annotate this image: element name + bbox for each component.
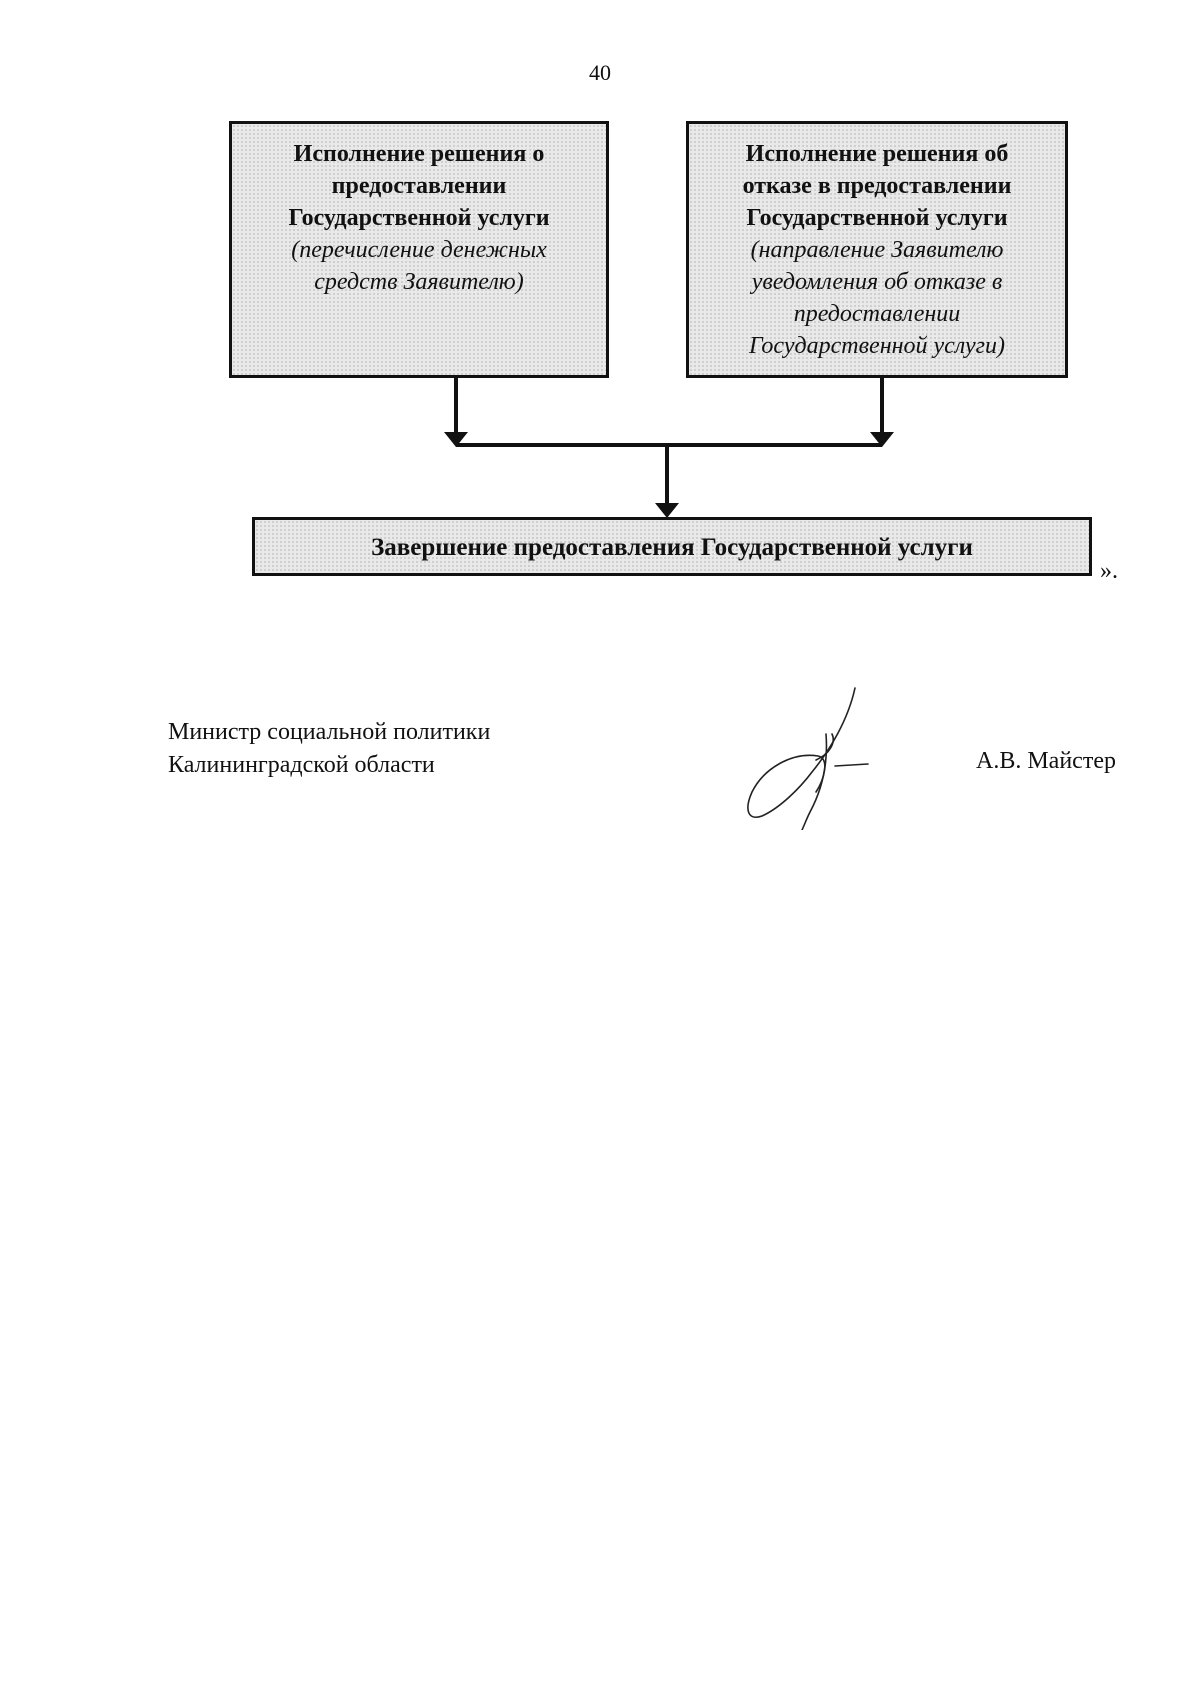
box-title-line: Государственной услуги	[288, 205, 550, 231]
closing-quote: ».	[1100, 558, 1118, 584]
box-note-line: средств Заявителю)	[314, 269, 524, 295]
box-title-line: Государственной услуги	[746, 205, 1008, 231]
box-title: Завершение предоставления Государственной услуги	[371, 534, 973, 561]
box-note-line: (направление Заявителю	[750, 237, 1004, 263]
box-title-line: отказе в предоставлении	[742, 173, 1012, 199]
box-note-line: Государственной услуги)	[749, 333, 1005, 359]
signatory-position-line: Министр социальной политики	[168, 719, 491, 745]
signatory-position	[168, 716, 490, 782]
signatory-position-line: Калининградской области	[168, 752, 435, 778]
box-note-line: уведомления об отказе в	[751, 269, 1003, 295]
page-number: 40	[589, 60, 611, 85]
handwritten-signature	[720, 680, 900, 830]
box-title-line: предоставлении	[331, 173, 507, 199]
box-title-line: Исполнение решения об	[745, 141, 1009, 167]
box-note-line: предоставлении	[793, 301, 961, 327]
box-title-line: Исполнение решения о	[293, 141, 545, 167]
signatory-name: А.В. Майстер	[976, 748, 1116, 774]
box-note-line: (перечисление денежных	[291, 237, 547, 263]
arrowhead-center	[655, 503, 679, 518]
box-service-completion	[252, 517, 1092, 576]
